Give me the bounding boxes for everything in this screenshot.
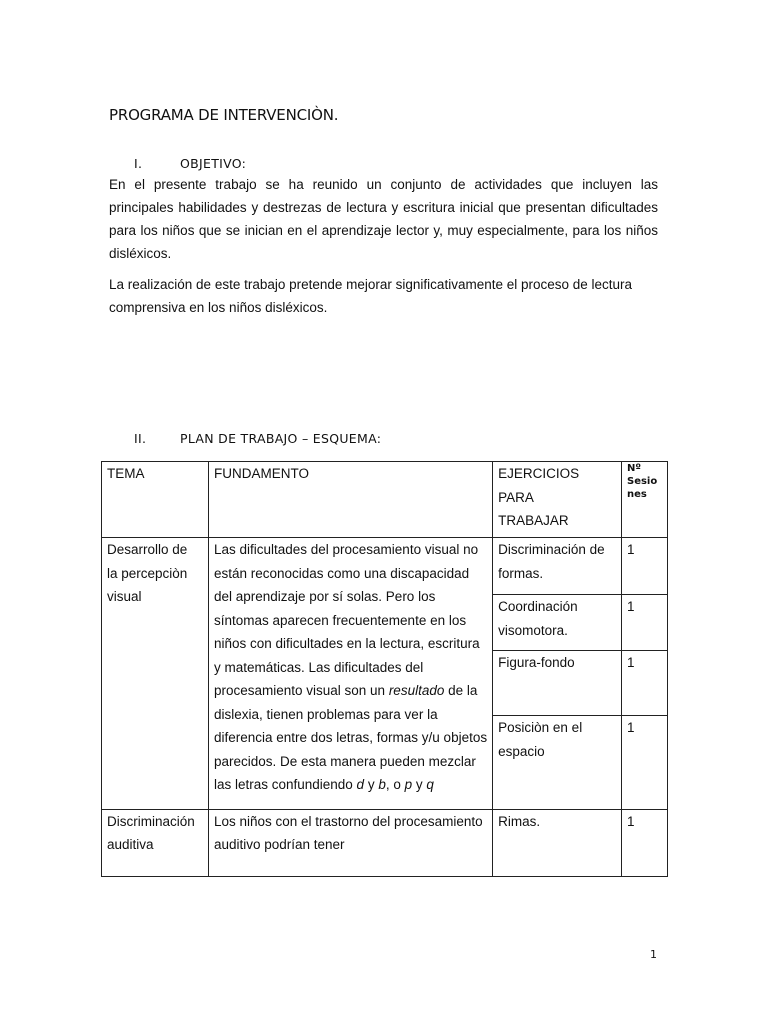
sessions-cell: 1 — [622, 809, 668, 876]
exercise-cell: Posiciòn en el espacio — [493, 716, 622, 810]
section-heading-plan — [134, 431, 381, 446]
table-header-row — [102, 462, 668, 538]
tema-cell: Discriminación auditiva — [102, 809, 209, 876]
exercise-cell: Discriminación de formas. — [493, 538, 622, 595]
header-tema: TEMA — [102, 462, 209, 538]
exercise-cell: Coordinación visomotora. — [493, 595, 622, 651]
header-fundamento: FUNDAMENTO — [208, 462, 492, 538]
header-ejercicios: EJERCICIOS PARA TRABAJAR — [493, 462, 622, 538]
fundamento-cell: Las dificultades del procesamiento visual no están reconocidas como una discapacidad del aprendizaje por sí solas. Pero los síntomas aparecen frecuentemente en los niños con dificultades en la lectura, escritura y matemáticas. Las dificultades del procesamiento visual son un resultado de la dislexia, tienen problemas para ver la diferencia entre dos letras, formas y/u objetos parecidos. De esta manera pueden mezclar las letras confundiendo d y b, o p y q — [208, 538, 492, 810]
table-row — [102, 538, 668, 595]
table-row — [102, 809, 668, 876]
section-label: OBJETIVO: — [180, 156, 247, 171]
tema-cell: Desarrollo de la percepciòn visual — [102, 538, 209, 810]
sessions-cell: 1 — [622, 651, 668, 716]
section-number: II. — [134, 431, 147, 446]
work-plan-table — [101, 461, 668, 877]
exercise-cell: Figura-fondo — [493, 651, 622, 716]
exercise-cell: Rimas. — [493, 809, 622, 876]
sessions-cell: 1 — [622, 716, 668, 810]
header-sesiones: Nº Sesio nes — [622, 462, 668, 538]
sessions-cell: 1 — [622, 538, 668, 595]
fundamento-cell: Los niños con el trastorno del procesamiento auditivo podrían tener — [208, 809, 492, 876]
objective-paragraph-2: La realización de este trabajo pretende mejorar significativamente el proceso de lectura comprensiva en los niños disléxicos. — [109, 277, 633, 315]
objective-paragraph-1: En el presente trabajo se ha reunido un conjunto de actividades que incluyen las principales habilidades y destrezas de lectura y escritura inicial que presentan dificultades para los niños que se inician en el aprendizaje lector y, muy especialmente, para los niños disléxicos. — [109, 177, 658, 261]
sessions-cell: 1 — [622, 595, 668, 651]
section-label: PLAN DE TRABAJO – ESQUEMA: — [180, 431, 382, 446]
page-title: PROGRAMA DE INTERVENCIÒN. — [109, 106, 339, 124]
page-number: 1 — [650, 948, 657, 961]
section-heading-objetivo — [134, 156, 246, 171]
section-number: I. — [134, 156, 143, 171]
